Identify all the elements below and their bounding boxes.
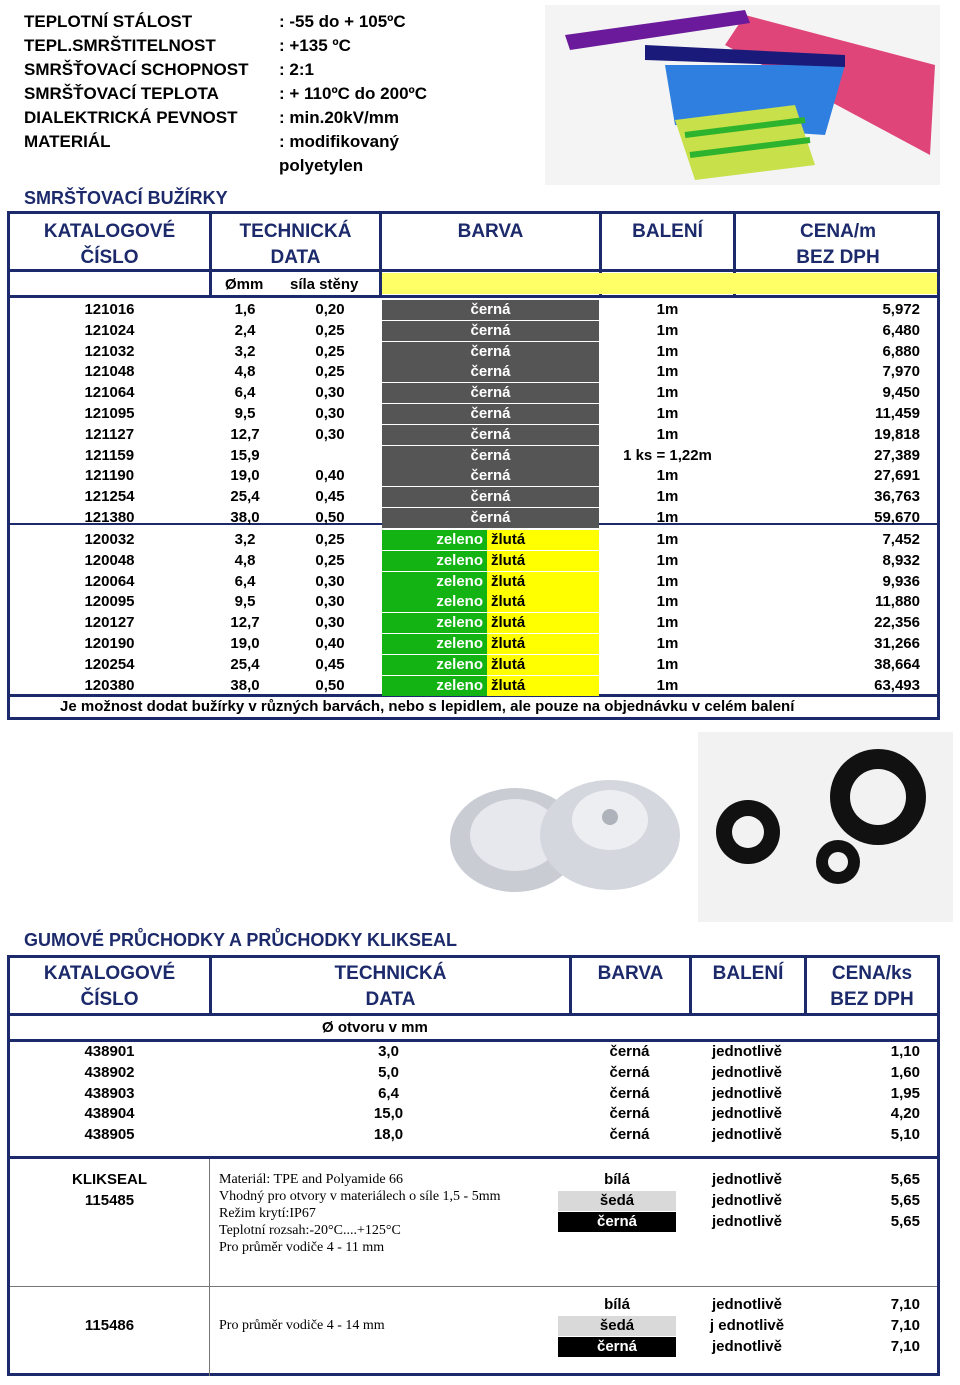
packaging: 1m	[656, 467, 679, 485]
diameter: 12,7	[230, 614, 260, 632]
price: 22,356	[874, 614, 920, 632]
diameter: 6,4	[234, 384, 256, 402]
packaging: 1m	[656, 384, 679, 402]
packaging: 1m	[656, 551, 679, 569]
color-black: černá	[382, 383, 599, 403]
spec-key	[24, 154, 279, 178]
price: 6,880	[882, 342, 920, 360]
packaging: 1m	[656, 531, 679, 548]
price: 5,65	[890, 1191, 920, 1209]
color: černá	[558, 1337, 676, 1357]
price: 6,480	[882, 321, 920, 339]
packaging: 1m	[656, 572, 679, 590]
tubes-note: Je možnost dodat bužírky v různých barvách, nebo s lepidlem, ale pouze na objednávku v celém balení	[60, 698, 795, 715]
color: bílá	[604, 1296, 630, 1313]
catalog-number: 121016	[84, 301, 135, 318]
catalog-number: 120095	[84, 593, 135, 611]
tubes-header-price: CENA/m BEZ DPH	[796, 221, 880, 268]
color: černá	[609, 1063, 650, 1081]
color: bílá	[604, 1171, 630, 1188]
spec-row	[24, 106, 427, 130]
packaging: jednotlivě	[711, 1105, 782, 1123]
diameter: 9,5	[234, 405, 256, 422]
wall-thickness: 0,20	[315, 301, 345, 318]
wall-thickness: 0,30	[315, 572, 345, 590]
hole-diameter: 3,0	[378, 1043, 399, 1060]
packaging: jednotlivě	[711, 1063, 782, 1081]
price: 7,970	[882, 363, 920, 381]
color-green: zeleno	[382, 655, 487, 675]
color: černá	[609, 1126, 650, 1144]
color-green: zeleno	[382, 551, 487, 571]
wall-thickness: 0,25	[315, 363, 345, 381]
packaging: jednotlivě	[711, 1171, 782, 1188]
heat-shrink-photo	[545, 5, 940, 185]
diameter: 19,0	[230, 467, 260, 485]
packaging: 1m	[656, 509, 679, 526]
desc-line: Teplotní rozsah:-20°C....+125°C	[219, 1223, 401, 1238]
sub-wall: síla stěny	[290, 276, 359, 293]
klikseal-name: KLIKSEAL	[72, 1171, 147, 1188]
catalog-number: 121127	[84, 425, 135, 443]
packaging: 1m	[656, 593, 679, 611]
desc-line: Pro průměr vodiče 4 - 11 mm	[219, 1240, 385, 1255]
spec-list	[24, 10, 427, 178]
packaging: jednotlivě	[711, 1126, 782, 1144]
klikseal1-description	[219, 1171, 501, 1256]
color-yellow: žlutá	[487, 530, 599, 550]
color-black: černá	[382, 404, 599, 424]
spec-value: : min.20kV/mm	[279, 108, 399, 127]
price: 38,664	[874, 655, 920, 673]
packaging: 1m	[656, 363, 679, 381]
grommets-title: GUMOVÉ PRŮCHODKY A PRŮCHODKY KLIKSEAL	[24, 930, 458, 950]
color-black: černá	[382, 342, 599, 362]
packaging: 1m	[656, 321, 679, 339]
price: 11,880	[874, 593, 920, 611]
price: 5,972	[882, 301, 920, 318]
wall-thickness: 0,25	[315, 531, 345, 548]
packaging: 1m	[656, 488, 679, 506]
price: 27,691	[874, 467, 920, 485]
color-black: černá	[382, 362, 599, 382]
hole-diameter: 6,4	[378, 1084, 399, 1102]
catalog-number: 438901	[84, 1043, 135, 1060]
sub-hole-diameter: Ø otvoru v mm	[322, 1019, 428, 1036]
catalog-number: 121024	[84, 321, 135, 339]
color-green: zeleno	[382, 530, 487, 550]
packaging: 1m	[656, 676, 679, 694]
catalog-number: 120127	[84, 614, 135, 632]
price: 9,936	[882, 572, 920, 590]
price: 5,10	[890, 1126, 920, 1144]
diameter: 4,8	[234, 551, 256, 569]
color-black: černá	[382, 425, 599, 445]
grommets-table	[7, 955, 940, 1376]
diameter: 4,8	[234, 363, 256, 381]
catalog-number: 120190	[84, 635, 135, 652]
spec-value: : modifikovaný	[279, 132, 399, 151]
tubes-header-color: BARVA	[457, 221, 524, 242]
diameter: 3,2	[234, 531, 256, 548]
color-yellow: žlutá	[487, 613, 599, 633]
price: 31,266	[874, 635, 920, 652]
wall-thickness: 0,40	[315, 635, 345, 652]
packaging: 1m	[656, 342, 679, 360]
price: 1,60	[890, 1063, 920, 1081]
sub-diameter: Ømm	[225, 276, 264, 293]
color-yellow: žlutá	[487, 634, 599, 654]
color-black: černá	[382, 508, 599, 528]
spec-row	[24, 154, 427, 178]
price: 5,65	[890, 1171, 920, 1188]
spec-key: MATERIÁL	[24, 132, 111, 151]
packaging: jednotlivě	[711, 1212, 782, 1230]
color-yellow: žlutá	[487, 676, 599, 696]
packaging: 1m	[656, 614, 679, 632]
spec-row	[24, 58, 427, 82]
catalog-number: 121380	[84, 509, 135, 526]
color-yellow: žlutá	[487, 551, 599, 571]
catalog-number: 121095	[84, 405, 135, 422]
color: šedá	[558, 1191, 676, 1211]
packaging: jednotlivě	[711, 1084, 782, 1102]
price: 36,763	[874, 488, 920, 506]
price: 7,10	[890, 1337, 920, 1355]
tubes-header-pack: BALENÍ	[632, 221, 703, 242]
diameter: 9,5	[234, 593, 256, 611]
tubes-title: SMRŠŤOVACÍ BUŽÍRKY	[24, 188, 228, 208]
wall-thickness: 0,40	[315, 467, 345, 485]
diameter: 15,9	[230, 446, 260, 464]
klikseal-photo	[445, 765, 685, 905]
spec-value: : -55 do + 105ºC	[279, 12, 406, 31]
spec-key: TEPLOTNÍ STÁLOST	[24, 12, 193, 31]
hole-diameter: 15,0	[373, 1105, 404, 1123]
diameter: 38,0	[230, 509, 260, 526]
catalog-number: 121159	[84, 446, 135, 464]
grommets-header-color: BARVA	[597, 963, 664, 984]
diameter: 38,0	[230, 676, 260, 694]
catalog-number: 121048	[84, 363, 135, 381]
price: 5,65	[890, 1212, 920, 1230]
price: 4,20	[890, 1105, 920, 1123]
desc-line: Materiál: TPE and Polyamide 66	[219, 1172, 404, 1187]
color: černá	[609, 1105, 650, 1123]
color-black: černá	[382, 321, 599, 341]
diameter: 25,4	[230, 655, 260, 673]
wall-thickness: 0,25	[315, 321, 345, 339]
color: šedá	[558, 1316, 676, 1336]
spec-key: SMRŠŤOVACÍ TEPLOTA	[24, 84, 219, 103]
diameter: 3,2	[234, 342, 256, 360]
tubes-header-tech: TECHNICKÁ DATA	[239, 221, 352, 268]
price: 1,10	[890, 1043, 920, 1060]
packaging: 1m	[656, 635, 679, 652]
color: černá	[558, 1212, 676, 1232]
spec-value: : + 110ºC do 200ºC	[279, 84, 428, 103]
diameter: 6,4	[234, 572, 256, 590]
wall-thickness: 0,45	[315, 488, 345, 506]
spec-key: TEPL.SMRŠTITELNOST	[24, 36, 216, 55]
catalog-number: 438903	[84, 1084, 135, 1102]
diameter: 2,4	[234, 321, 256, 339]
header-strip	[382, 273, 937, 294]
wall-thickness: 0,25	[315, 342, 345, 360]
tubes-header-catalog: KATALOGOVÉ ČÍSLO	[43, 221, 176, 268]
color-black: černá	[382, 487, 599, 507]
diameter: 19,0	[230, 635, 260, 652]
wall-thickness: 0,25	[315, 551, 345, 569]
color-green: zeleno	[382, 572, 487, 592]
klikseal1-code: 115485	[84, 1192, 135, 1209]
wall-thickness	[290, 446, 370, 466]
packaging: 1 ks = 1,22m	[623, 446, 712, 464]
price: 1,95	[890, 1084, 920, 1102]
packaging: 1m	[656, 425, 679, 443]
catalog-number: 120048	[84, 551, 135, 569]
color-black: černá	[382, 300, 599, 320]
klikseal2-description: Pro průměr vodiče 4 - 14 mm	[219, 1318, 385, 1333]
color-black: černá	[382, 446, 599, 466]
rubber-grommets-photo	[698, 732, 953, 922]
color-green: zeleno	[382, 634, 487, 654]
packaging: 1m	[656, 301, 679, 318]
wall-thickness: 0,30	[315, 405, 345, 422]
grommets-header-catalog: KATALOGOVÉ ČÍSLO	[43, 963, 176, 1010]
spec-key: DIALEKTRICKÁ PEVNOST	[24, 108, 238, 127]
wall-thickness: 0,30	[315, 614, 345, 632]
color-green: zeleno	[382, 676, 487, 696]
wall-thickness: 0,30	[315, 425, 345, 443]
heat-shrink-illustration	[545, 5, 940, 185]
grommets-header-price: CENA/ks BEZ DPH	[830, 963, 914, 1010]
catalog-number: 121032	[84, 342, 135, 360]
price: 27,389	[874, 446, 920, 464]
spec-row	[24, 130, 427, 154]
catalog-number: 121064	[84, 384, 135, 402]
color-yellow: žlutá	[487, 655, 599, 675]
price: 11,459	[874, 405, 920, 422]
color: černá	[609, 1084, 650, 1102]
wall-thickness: 0,45	[315, 655, 345, 673]
color-green: zeleno	[382, 592, 487, 612]
catalog-number: 120380	[84, 676, 135, 694]
color-yellow: žlutá	[487, 572, 599, 592]
packaging: jednotlivě	[711, 1296, 782, 1313]
price: 8,932	[882, 551, 920, 569]
grommets-header-pack: BALENÍ	[712, 963, 784, 984]
catalog-number: 120032	[84, 531, 135, 548]
color: černá	[609, 1043, 650, 1060]
price: 7,10	[890, 1316, 920, 1334]
spec-value: polyetylen	[279, 156, 364, 175]
price: 7,452	[882, 531, 920, 548]
packaging: j ednotlivě	[709, 1316, 785, 1334]
klikseal2-code: 115486	[84, 1317, 135, 1334]
hole-diameter: 5,0	[378, 1063, 399, 1081]
wall-thickness: 0,50	[315, 676, 345, 694]
catalog-number: 120254	[84, 655, 135, 673]
color-black: černá	[382, 466, 599, 486]
spec-row	[24, 10, 427, 34]
spec-key: SMRŠŤOVACÍ SCHOPNOST	[24, 60, 249, 79]
price: 59,670	[874, 509, 920, 526]
wall-thickness: 0,30	[315, 384, 345, 402]
catalog-number: 438905	[84, 1126, 135, 1144]
price: 63,493	[874, 676, 920, 694]
diameter: 12,7	[230, 425, 260, 443]
grommets-header-tech: TECHNICKÁ DATA	[334, 963, 447, 1010]
color-green: zeleno	[382, 613, 487, 633]
tubes-table	[7, 211, 940, 720]
desc-line: Vhodný pro otvory v materiálech o síle 1,5 - 5mm	[219, 1189, 501, 1204]
packaging: jednotlivě	[711, 1337, 782, 1355]
catalog-number: 120064	[84, 572, 135, 590]
spec-row	[24, 34, 427, 58]
packaging: 1m	[656, 405, 679, 422]
packaging: 1m	[656, 655, 679, 673]
packaging: jednotlivě	[711, 1043, 782, 1060]
price: 19,818	[874, 425, 920, 443]
catalog-number: 121190	[84, 467, 135, 485]
diameter: 25,4	[230, 488, 260, 506]
hole-diameter: 18,0	[373, 1126, 404, 1144]
catalog-number: 438902	[84, 1063, 135, 1081]
wall-thickness: 0,30	[315, 593, 345, 611]
desc-line: Režim krytí:IP67	[219, 1206, 316, 1221]
color-yellow: žlutá	[487, 592, 599, 612]
price: 9,450	[882, 384, 920, 402]
spec-row	[24, 82, 427, 106]
wall-thickness: 0,50	[315, 509, 345, 526]
catalog-number: 438904	[84, 1105, 135, 1123]
diameter: 1,6	[234, 301, 256, 318]
price: 7,10	[890, 1296, 920, 1313]
catalog-number: 121254	[84, 488, 135, 506]
spec-value: : 2:1	[279, 60, 314, 79]
spec-value: : +135 ºC	[279, 36, 351, 55]
packaging: jednotlivě	[711, 1191, 782, 1209]
